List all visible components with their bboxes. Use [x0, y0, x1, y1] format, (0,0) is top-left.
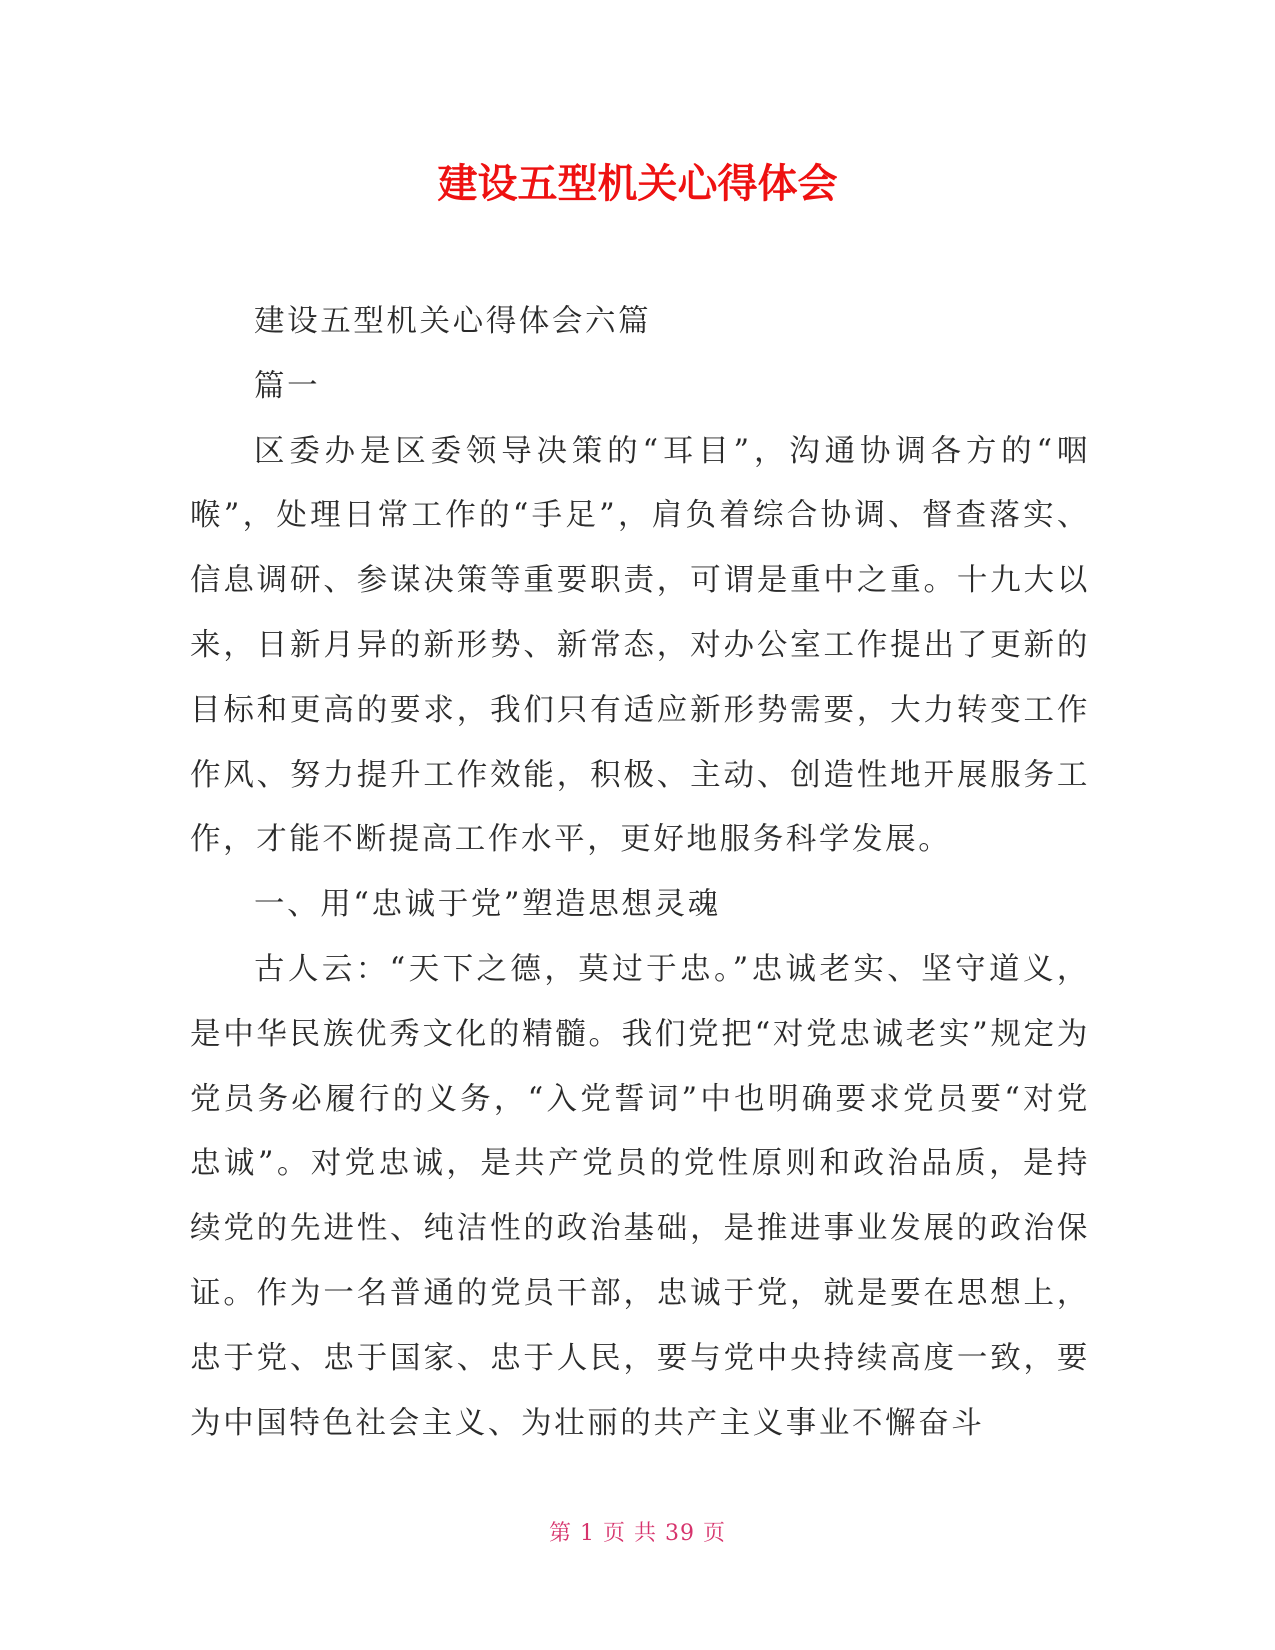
document-title: 建设五型机关心得体会 [437, 161, 838, 207]
footer-middle: 页 共 [603, 1521, 657, 1546]
section-label-paragraph: 篇一 [254, 368, 321, 404]
footer-total-pages: 39 [665, 1521, 695, 1546]
footer-prefix: 第 [548, 1521, 572, 1546]
body-paragraph: 区委办是区委领导决策的“耳目”，沟通协调各方的“咽喉”，处理日常工作的“手足”，肩负着综合协调、督查落实、信息调研、参谋决策等重要职责，可谓是重中之重。十九大以来，日新月异的新形势、新常态，对办公室工作提出了更新的目标和更高的要求，我们只有适应新形势需要，大力转变工作作风、努力提升工作效能，积极、主动、创造性地开展服务工作，才能不断提高工作水平，更好地服务科学发展。 [190, 433, 1090, 858]
subtitle-paragraph: 建设五型机关心得体会六篇 [254, 304, 652, 339]
document-body [190, 290, 1090, 1456]
page-footer [0, 1519, 1275, 1549]
footer-suffix: 页 [703, 1521, 727, 1546]
body-paragraph: 古人云：“天下之德，莫过于忠。”忠诚老实、坚守道义，是中华民族优秀文化的精髓。我们党把“对党忠诚老实”规定为党员务必履行的义务，“入党誓词”中也明确要求党员要“对党忠诚”。对党忠诚，是共产党员的党性原则和政治品质，是持续党的先进性、纯洁性的政治基础，是推进事业发展的政治保证。作为一名普通的党员干部，忠诚于党，就是要在思想上，忠于党、忠于国家、忠于人民，要与党中央持续高度一致，要为中国特色社会主义、为壮丽的共产主义事业不懈奋斗 [190, 951, 1090, 1441]
heading-paragraph: 一、用“忠诚于党”塑造思想灵魂 [254, 887, 721, 923]
footer-page-number: 1 [580, 1521, 595, 1546]
